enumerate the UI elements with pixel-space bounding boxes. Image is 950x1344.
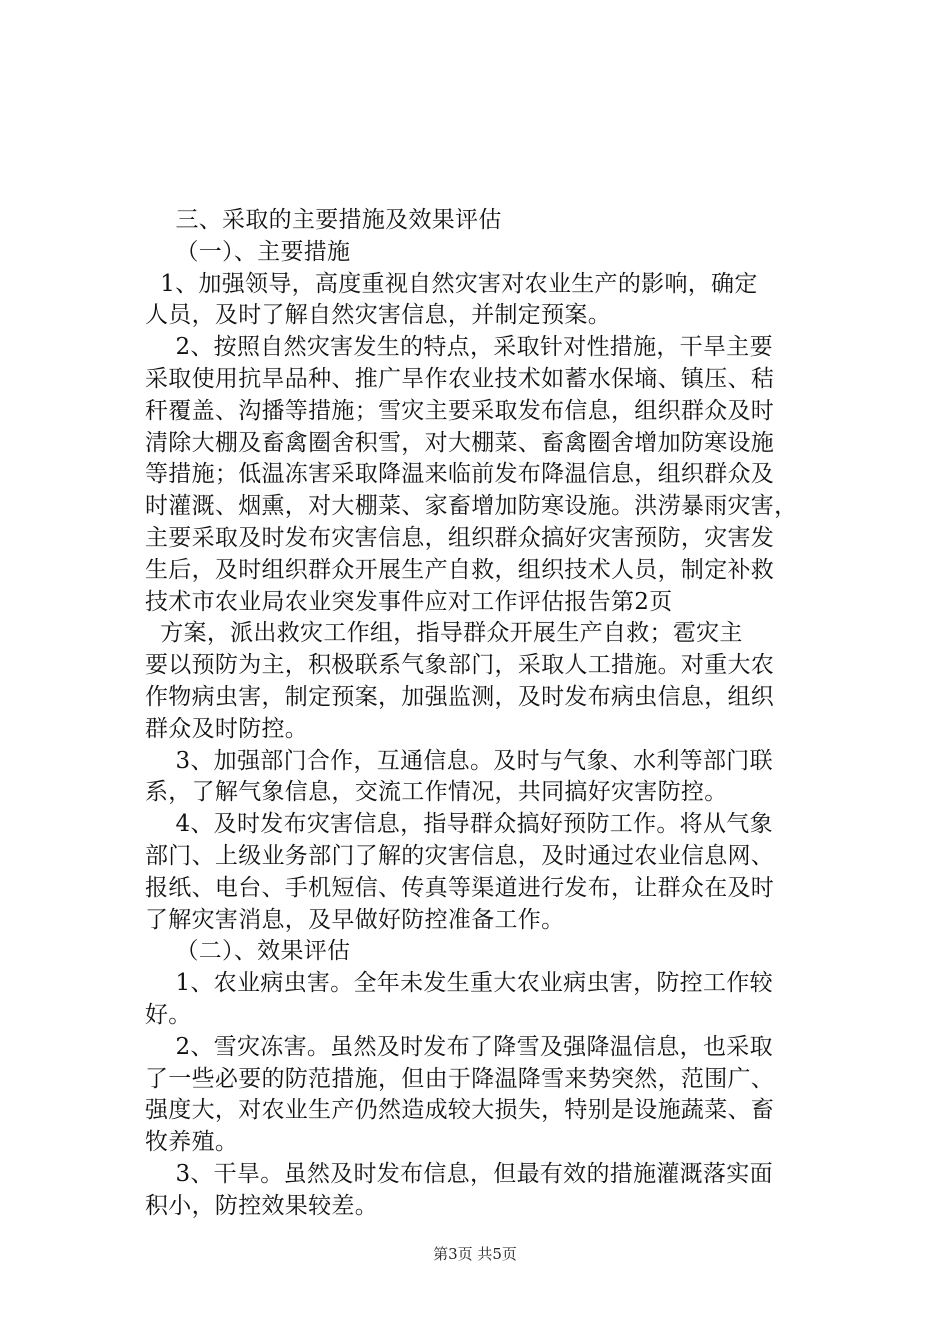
text-line: （二）、效果评估 [145,938,351,965]
text-line: 采取使用抗旱品种、推广旱作农业技术如蓄水保墒、镇压、秸 [145,365,775,392]
text-line: 秆覆盖、沟播等措施；雪灾主要采取发布信息，组织群众及时 [145,397,775,424]
text-line: 4、及时发布灾害信息，指导群众搞好预防工作。将从气象 [145,811,773,838]
text-line: 牧养殖。 [145,1129,239,1156]
text-line: 技术市农业局农业突发事件应对工作评估报告第2页 [145,588,673,615]
text-line: 方案，派出救灾工作组，指导群众开展生产自救；雹灾主 [145,620,743,647]
text-line: 作物病虫害，制定预案，加强监测，及时发布病虫信息，组织 [145,683,775,710]
text-line: 人员，及时了解自然灾害信息，并制定预案。 [145,302,611,329]
text-line: 三、采取的主要措施及效果评估 [145,207,502,233]
text-line: 好。 [145,1001,192,1028]
text-line: 等措施；低温冻害采取降温来临前发布降温信息，组织群众及 [145,461,775,488]
document-body [145,205,835,1223]
text-line: 了一些必要的防范措施，但由于降温降雪来势突然，范围广、 [145,1065,775,1092]
text-line: 1、农业病虫害。全年未发生重大农业病虫害，防控工作较 [145,970,773,997]
text-line: 群众及时防控。 [145,715,309,742]
text-line: 3、加强部门合作，互通信息。及时与气象、水利等部门联 [145,747,773,774]
text-line: 2、按照自然灾害发生的特点，采取针对性措施，干旱主要 [145,334,773,361]
text-line: 了解灾害消息，及早做好防控准备工作。 [145,906,565,933]
text-line: 系，了解气象信息，交流工作情况，共同搞好灾害防控。 [145,779,728,806]
text-line: 3、干旱。虽然及时发布信息，但最有效的措施灌溉落实面 [145,1160,773,1187]
text-line: 清除大棚及畜禽圈舍积雪，对大棚菜、畜禽圈舍增加防寒设施 [145,429,775,456]
text-line: （一）、主要措施 [145,238,351,265]
text-line: 积小，防控效果较差。 [145,1192,378,1219]
text-line: 报纸、电台、手机短信、传真等渠道进行发布，让群众在及时 [145,874,775,901]
text-line: 强度大，对农业生产仍然造成较大损失，特别是设施蔬菜、畜 [145,1097,775,1124]
text-line: 生后，及时组织群众开展生产自救，组织技术人员，制定补救 [145,556,775,583]
text-line: 要以预防为主，积极联系气象部门，采取人工措施。对重大农 [145,652,775,679]
page-number-footer: 第3页 共5页 [433,1245,517,1263]
text-line: 主要采取及时发布灾害信息，组织群众搞好灾害预防，灾害发 [145,524,775,551]
text-line: 部门、上级业务部门了解的灾害信息，及时通过农业信息网、 [145,842,775,869]
text-line: 1、加强领导，高度重视自然灾害对农业生产的影响，确定 [145,270,758,297]
text-line: 时灌溉、烟熏，对大棚菜、家畜增加防寒设施。洪涝暴雨灾害， [145,493,798,520]
text-line: 2、雪灾冻害。虽然及时发布了降雪及强降温信息，也采取 [145,1033,773,1060]
